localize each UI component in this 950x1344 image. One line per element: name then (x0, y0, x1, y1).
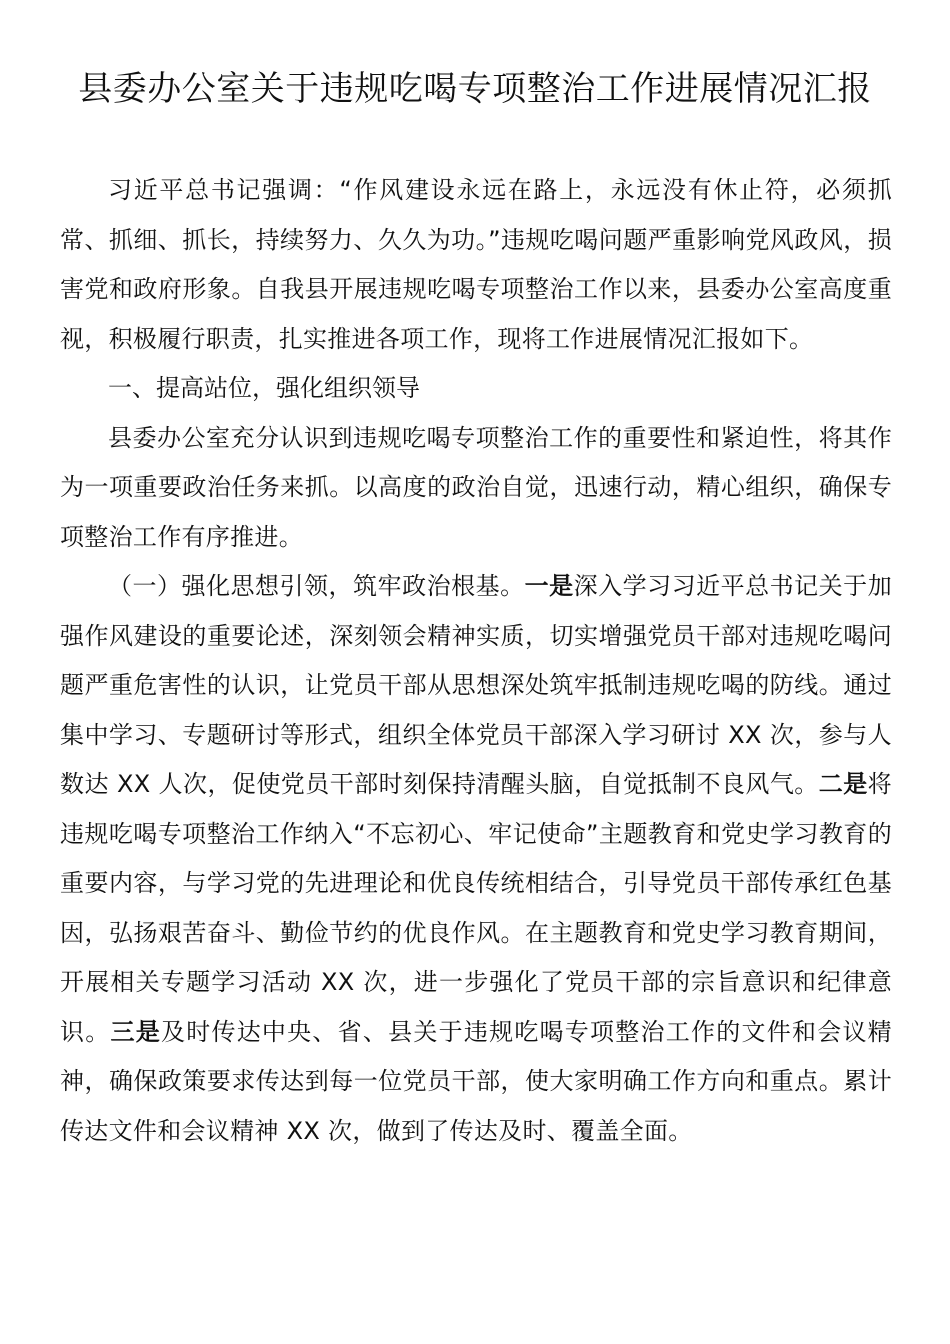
point-one-text: 深入学习习近平总书记关于加强作风建设的重要论述，深刻领会精神实质，切实增强党员干部对违规吃喝问题严重危害性的认识，让党员干部从思想深处筑牢抵制违规吃喝的防线。通过集中学习、专题研讨等形式，组织全体党员干部深入学习研讨 XX 次，参与人数达 XX 人次，促使党员干部时刻保持清醒头脑，自觉抵制不良风气。 (60, 572, 892, 798)
point-two-label: 二是 (818, 770, 868, 798)
subsection-paragraph (60, 562, 892, 1156)
point-three-text: 及时传达中央、省、县关于违规吃喝专项整治工作的文件和会议精神，确保政策要求传达到每一位党员干部，使大家明确工作方向和重点。累计传达文件和会议精神 XX 次，做到了传达及时、覆盖全面。 (60, 1017, 892, 1145)
section-heading: 一、提高站位，强化组织领导 (108, 374, 420, 402)
document-body (60, 166, 892, 1156)
point-three-label: 三是 (110, 1017, 161, 1046)
section-paragraph: 县委办公室充分认识到违规吃喝专项整治工作的重要性和紧迫性，将其作为一项重要政治任务来抓。以高度的政治自觉，迅速行动，精心组织，确保专项整治工作有序推进。 (60, 423, 892, 551)
point-two-text: 将违规吃喝专项整治工作纳入“不忘初心、牢记使命”主题教育和党史学习教育的重要内容，与学习党的先进理论和优良传统相结合，引导党员干部传承红色基因，弘扬艰苦奋斗、勤俭节约的优良作风。在主题教育和党史学习教育期间，开展相关专题学习活动 XX 次，进一步强化了党员干部的宗旨意识和纪律意识。 (60, 770, 892, 1046)
intro-paragraph: 习近平总书记强调：“作风建设永远在路上，永远没有休止符，必须抓常、抓细、抓长，持续努力、久久为功。”违规吃喝问题严重影响党风政风，损害党和政府形象。自我县开展违规吃喝专项整治工作以来，县委办公室高度重视，积极履行职责，扎实推进各项工作，现将工作进展情况汇报如下。 (60, 176, 892, 353)
subsection-lead: （一）强化思想引领，筑牢政治根基。 (108, 572, 525, 600)
document-title: 县委办公室关于违规吃喝专项整治工作进展情况汇报 (78, 69, 872, 109)
point-one-label: 一是 (524, 572, 574, 600)
